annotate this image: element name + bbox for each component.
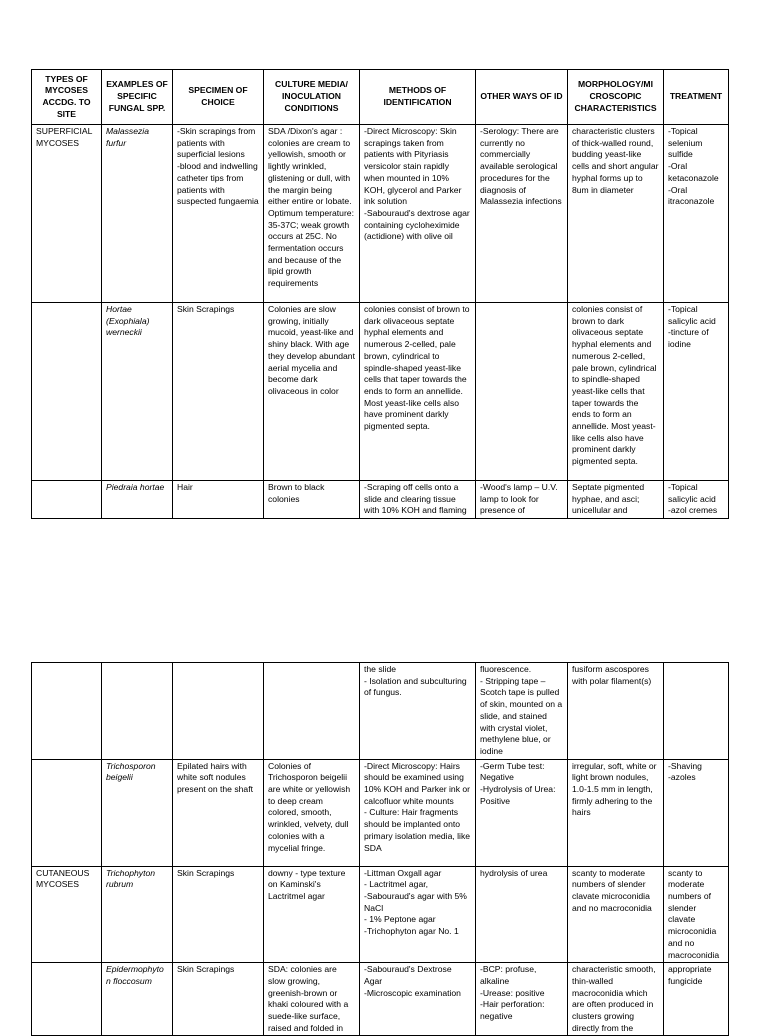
morphology-cell: characteristic clusters of thick-walled round, budding yeast-like cells and short angular hyphal forms up to 8um in diameter — [568, 125, 664, 303]
header-cell: EXAMPLES OF SPECIFIC FUNGAL SPP. — [102, 70, 173, 125]
header-cell: METHODS OF IDENTIFICATION — [360, 70, 476, 125]
specimen-cell: Skin Scrapings — [173, 866, 264, 963]
species-cell: Trichosporon beigelii — [102, 759, 173, 866]
species-cell: Malassezia furfur — [102, 125, 173, 303]
table-row — [32, 125, 729, 303]
mycosis-type-cell — [32, 759, 102, 866]
treatment-cell: -Topical selenium sulfide -Oral ketaconazole -Oral itraconazole — [664, 125, 729, 303]
identification-method-cell: colonies consist of brown to dark olivaceous septate hyphal elements and numerous 2-celled, pale brown, cylindrical to spindle-shaped yeast-like cells that taper towards the ends to form an annellide. Most yeast-like cells also have prominent darkly pigmented septa. — [360, 303, 476, 481]
morphology-cell: characteristic smooth, thin-walled macroconidia which are often produced in clusters growing directly from the — [568, 963, 664, 1036]
specimen-cell — [173, 663, 264, 760]
header-cell: TREATMENT — [664, 70, 729, 125]
treatment-cell: -Topical salicylic acid -azol cremes — [664, 481, 729, 519]
species-cell: Trichophyton rubrum — [102, 866, 173, 963]
other-id-cell: -Germ Tube test: Negative -Hydrolysis of Urea: Positive — [476, 759, 568, 866]
identification-method-cell: -Littman Oxgall agar - Lactritmel agar, -Sabouraud's agar with 5% NaCl - 1% Peptone agar -Trichophyton agar No. 1 — [360, 866, 476, 963]
specimen-cell: Epilated hairs with white soft nodules present on the shaft — [173, 759, 264, 866]
header-cell: CULTURE MEDIA/ INOCULATION CONDITIONS — [264, 70, 360, 125]
other-id-cell: -Serology: There are currently no commercially available serological procedures for the diagnosis of Malassezia infections — [476, 125, 568, 303]
treatment-cell — [664, 663, 729, 760]
species-cell — [102, 663, 173, 760]
morphology-cell: colonies consist of brown to dark olivaceous septate hyphal elements and numerous 2-celled, pale brown, cylindrical to spindle-shaped yeast-like cells that taper towards the ends to form an annellide. Most yeast-like cells also have prominent darkly pigmented septa. — [568, 303, 664, 481]
mycoses-table-part-1 — [31, 69, 729, 519]
table-row — [32, 303, 729, 481]
identification-method-cell: -Sabouraud's Dextrose Agar -Microscopic examination — [360, 963, 476, 1036]
treatment-cell: -Shaving -azoles — [664, 759, 729, 866]
morphology-cell: Septate pigmented hyphae, and asci; unicellular and — [568, 481, 664, 519]
other-id-cell — [476, 303, 568, 481]
identification-method-cell: -Scraping off cells onto a slide and clearing tissue with 10% KOH and flaming — [360, 481, 476, 519]
specimen-cell: Skin Scrapings — [173, 303, 264, 481]
identification-method-cell: -Direct Microscopy: Hairs should be examined using 10% KOH and Parker ink or calcofluor white mounts - Culture: Hair fragments should be implanted onto primary isolation media, like SDA — [360, 759, 476, 866]
culture-media-cell: Brown to black colonies — [264, 481, 360, 519]
culture-media-cell: SDA: colonies are slow growing, greenish-brown or khaki coloured with a suede-like surface, raised and folded in — [264, 963, 360, 1036]
species-cell: Hortae (Exophiala) werneckii — [102, 303, 173, 481]
identification-method-cell: -Direct Microscopy: Skin scrapings taken from patients with Pityriasis versicolor stain rapidly when mounted in 10% KOH, glycerol and Parker ink solution -Sabouraud's dextrose agar containing cycloheximide (actidione) with olive oil — [360, 125, 476, 303]
culture-media-cell: SDA /Dixon's agar : colonies are cream to yellowish, smooth or lightly wrinkled, glistening or dull, with the margin being either entire or lobate. Optimum temperature: 35-37C; weak growth occurs at 25C. No fermentation occurs and because of the lipid growth requirements — [264, 125, 360, 303]
mycosis-type-cell: CUTANEOUS MYCOSES — [32, 866, 102, 963]
specimen-cell: Skin Scrapings — [173, 963, 264, 1036]
specimen-cell: -Skin scrapings from patients with superficial lesions -blood and indwelling catheter tips from patients with suspected fungaemia — [173, 125, 264, 303]
other-id-cell: -Wood's lamp – U.V. lamp to look for presence of — [476, 481, 568, 519]
treatment-cell: appropriate fungicide — [664, 963, 729, 1036]
culture-media-cell: downy - type texture on Kaminski's Lactritmel agar — [264, 866, 360, 963]
table-row — [32, 963, 729, 1036]
other-id-cell: -BCP: profuse, alkaline -Urease: positive -Hair perforation: negative — [476, 963, 568, 1036]
culture-media-cell: Colonies of Trichosporon beigelii are white or yellowish to deep cream colored, smooth, wrinkled, velvety, dull colonies with a mycelial fringe. — [264, 759, 360, 866]
table-row — [32, 663, 729, 760]
mycoses-table-part-2 — [31, 662, 729, 1036]
mycosis-type-cell: SUPERFICIAL MYCOSES — [32, 125, 102, 303]
species-cell: Epidermophyto n floccosum — [102, 963, 173, 1036]
treatment-cell: -Topical salicylic acid -tincture of iodine — [664, 303, 729, 481]
mycosis-type-cell — [32, 481, 102, 519]
morphology-cell: fusiform ascospores with polar filament(s) — [568, 663, 664, 760]
table-row — [32, 866, 729, 963]
mycosis-type-cell — [32, 663, 102, 760]
treatment-cell: scanty to moderate numbers of slender clavate microconidia and no macroconidia — [664, 866, 729, 963]
table-row — [32, 759, 729, 866]
culture-media-cell: Colonies are slow growing, initially mucoid, yeast-like and shiny black. With age they develop abundant aerial mycelia and become dark olivaceous in color — [264, 303, 360, 481]
other-id-cell: hydrolysis of urea — [476, 866, 568, 963]
morphology-cell: scanty to moderate numbers of slender clavate microconidia and no macroconidia — [568, 866, 664, 963]
mycosis-type-cell — [32, 963, 102, 1036]
header-cell: MORPHOLOGY/MI CROSCOPIC CHARACTERISTICS — [568, 70, 664, 125]
specimen-cell: Hair — [173, 481, 264, 519]
culture-media-cell — [264, 663, 360, 760]
mycosis-type-cell — [32, 303, 102, 481]
header-cell: OTHER WAYS OF ID — [476, 70, 568, 125]
species-cell: Piedraia hortae — [102, 481, 173, 519]
other-id-cell: fluorescence. - Stripping tape – Scotch tape is pulled of skin, mounted on a slide, and stained with crystal violet, methylene blue, or iodine — [476, 663, 568, 760]
table-row — [32, 481, 729, 519]
identification-method-cell: the slide - Isolation and subculturing of fungus. — [360, 663, 476, 760]
header-cell: TYPES OF MYCOSES ACCDG. TO SITE — [32, 70, 102, 125]
header-cell: SPECIMEN OF CHOICE — [173, 70, 264, 125]
table-header-row — [32, 70, 729, 125]
morphology-cell: irregular, soft, white or light brown nodules, 1.0-1.5 mm in length, firmly adhering to the hairs — [568, 759, 664, 866]
